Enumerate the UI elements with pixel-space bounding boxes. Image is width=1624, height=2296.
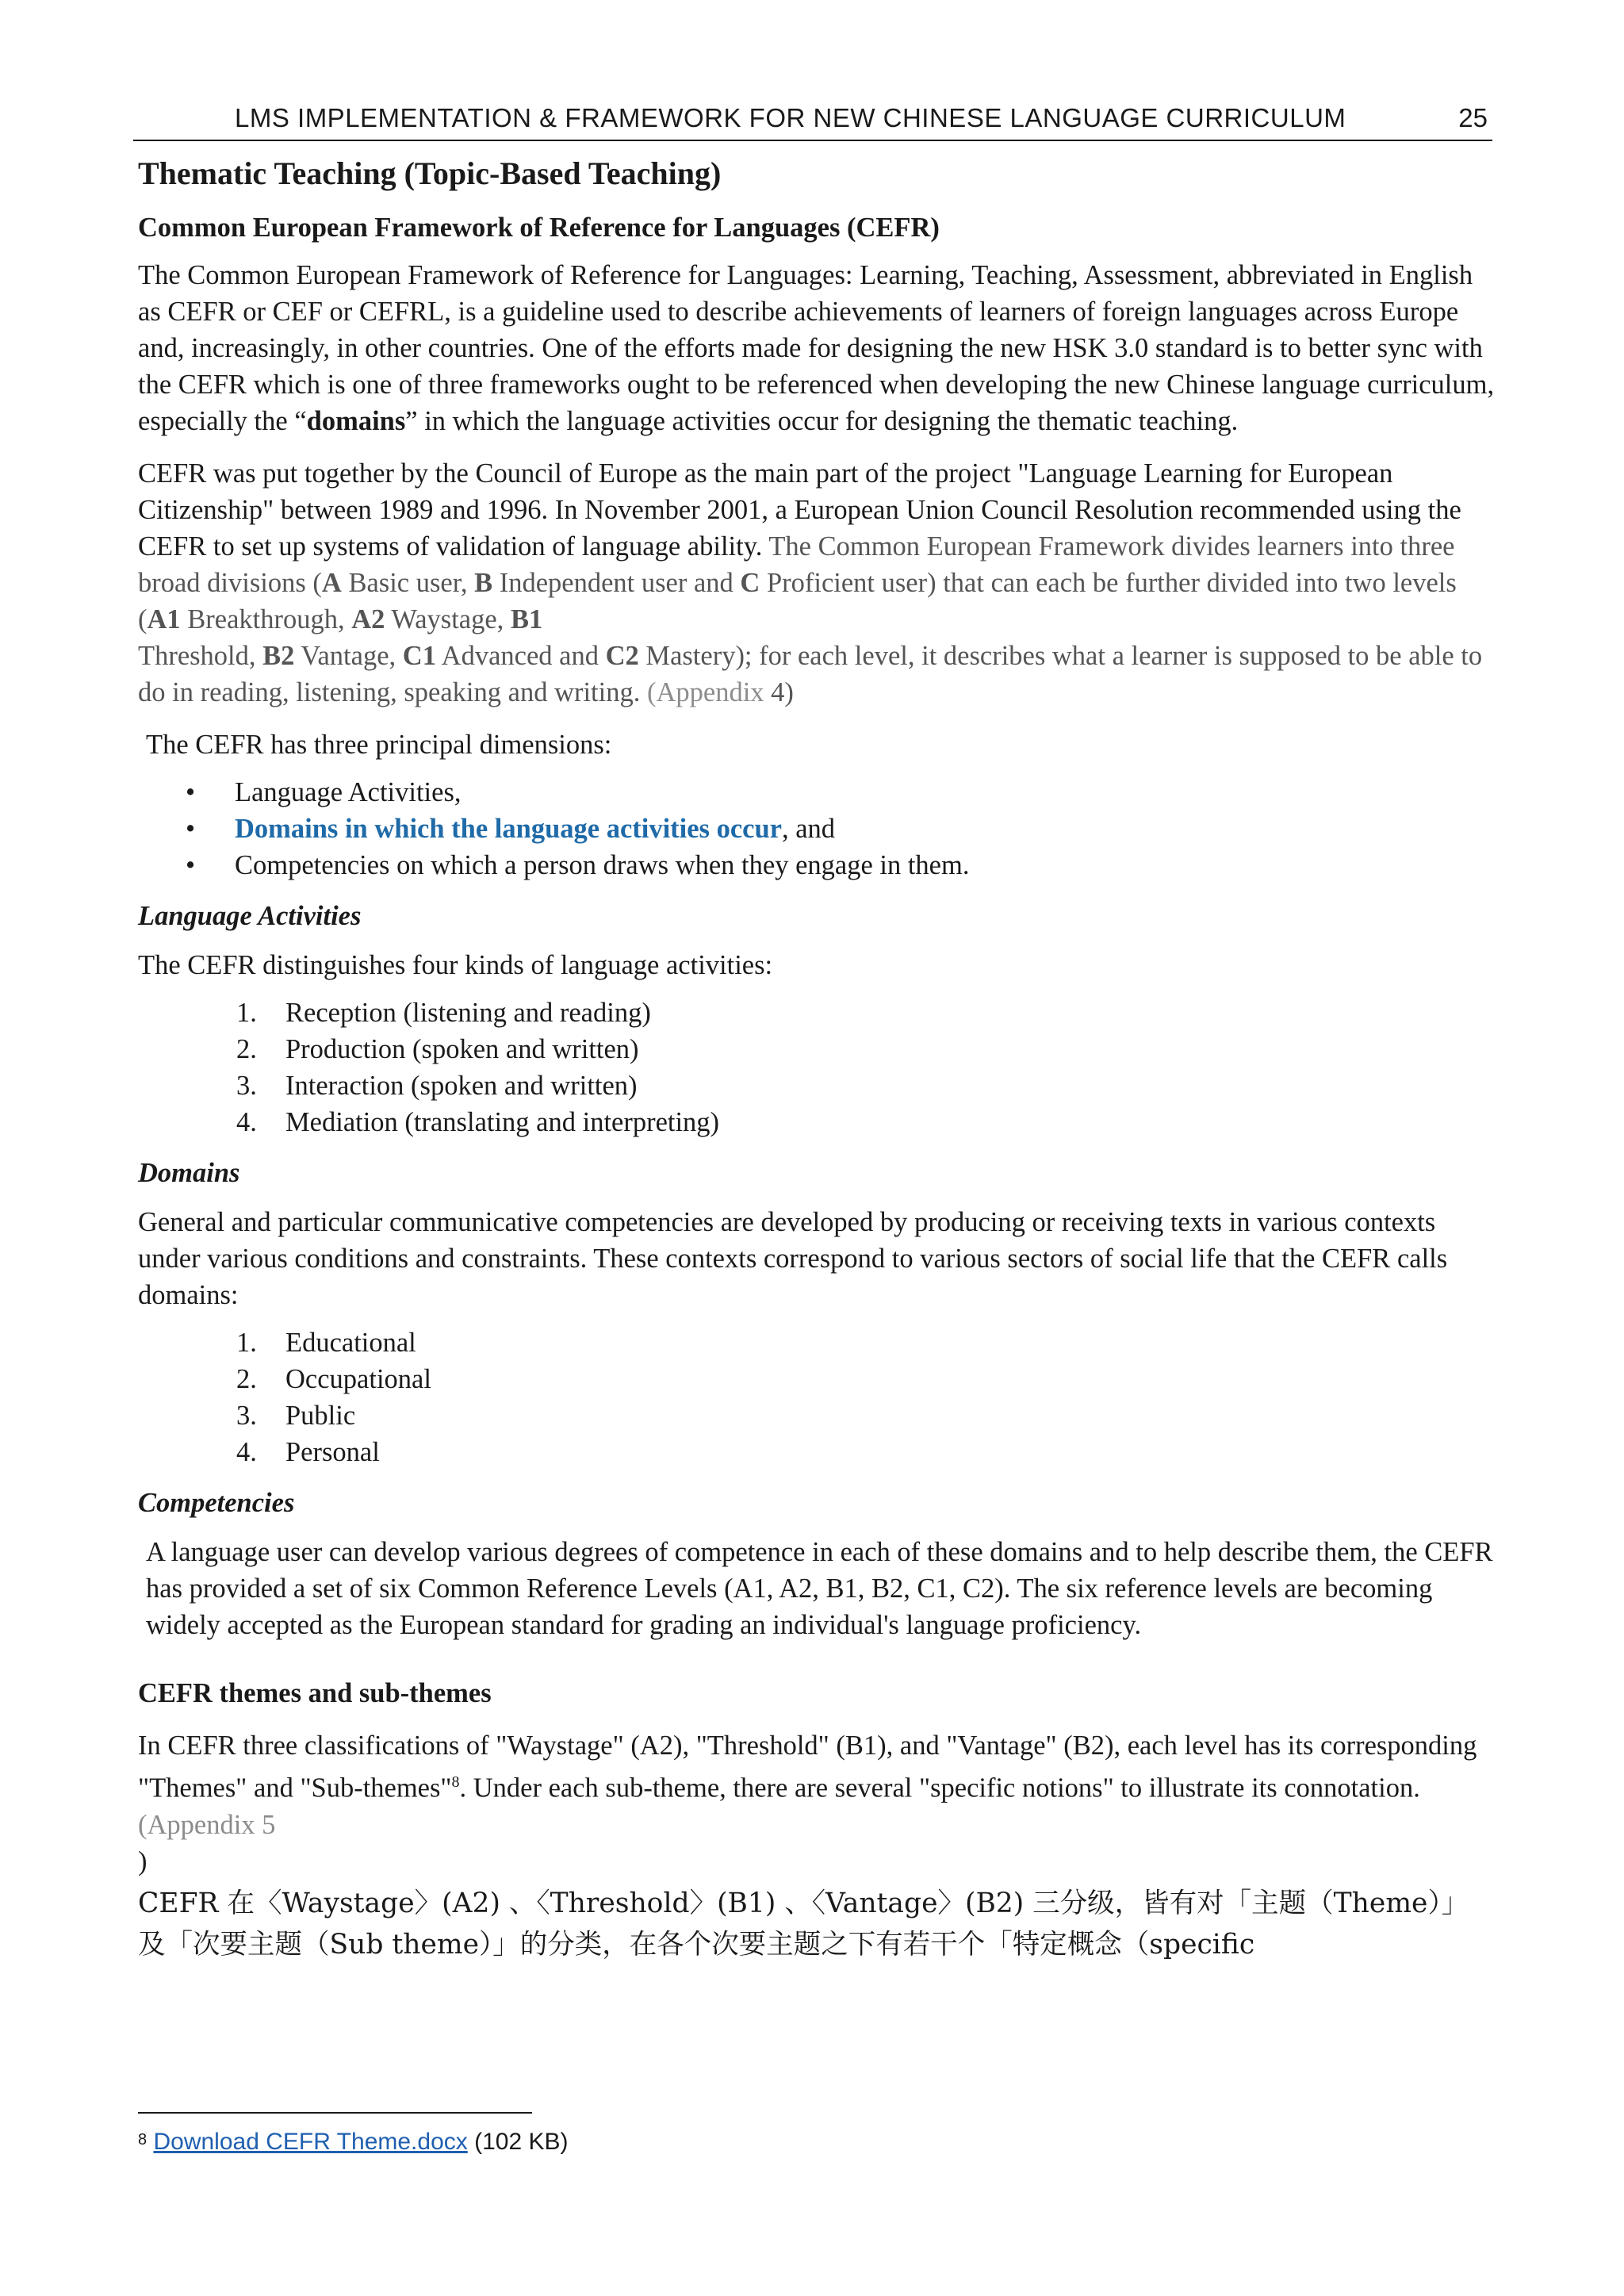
document-body (138, 152, 1496, 1981)
list-item: 2. Occupational (236, 1364, 431, 1394)
activities-list (138, 995, 1496, 1140)
intro-paragraph: The Common European Framework of Reference for Languages: Learning, Teaching, Assessment, abbreviated in English as CEFR or CEF or CEFRL, is a guideline used to describe achievements of learners of foreign languages across Europe and, increasingly, in other countries. One of the efforts made for designing the new HSK 3.0 standard is to better sync with the CEFR which is one of three frameworks ought to be referenced when developing the new Chinese language curriculum, especially the “domains” in which the language activities occur for designing the thematic teaching. (138, 260, 1495, 436)
list-item: 4. Mediation (translating and interpreting) (236, 1107, 720, 1137)
list-item: 1. Reception (listening and reading) (236, 998, 651, 1028)
list-item: • Language Activities, (186, 774, 1496, 811)
domains-heading: Domains (138, 1158, 240, 1188)
appendix-4-link[interactable]: (Appendix (646, 677, 772, 707)
history-paragraph: CEFR was put together by the Council of Europe as the main part of the project "Language Learning for European Citizenship" between 1989 and 1996. In November 2001, a European Union Council Resolution recommended using the CEFR to set up systems of validation of language ability. The Common European Framework divides learners into three broad divisions (A Basic user, B Independent user and C Proficient user) that can each be further divided into two levels (A1 Breakthrough, A2 Waystage, B1 Threshold, B2 Vantage, C1 Advanced and C2 Mastery); for each level, it describes what a learner is supposed to be able to do in reading, listening, speaking and writing. (Appendix 4) (138, 458, 1483, 707)
list-item: • Competencies on which a person draws when they engage in them. (186, 847, 1496, 884)
page-number: 25 (1458, 103, 1488, 132)
footnote-marker: 8 (138, 2131, 147, 2148)
list-item: 3. Public (236, 1401, 356, 1431)
footnote-ref[interactable]: 8 (451, 1773, 460, 1791)
list-item: 4. Personal (236, 1437, 380, 1467)
footnote: $^8$ Download CEFR Theme.docx (102 KB) (138, 2129, 569, 2155)
list-item: 2. Production (spoken and written) (236, 1034, 639, 1064)
list-item: 3. Interaction (spoken and written) (236, 1071, 638, 1101)
dimensions-list (138, 774, 1496, 884)
header-title: LMS IMPLEMENTATION & FRAMEWORK FOR NEW CHINESE LANGUAGE CURRICULUM (235, 103, 1346, 132)
list-item: • Domains in which the language activities occur, and (186, 811, 1496, 847)
activities-intro: The CEFR distinguishes four kinds of language activities: (138, 950, 773, 980)
competencies-paragraph: A language user can develop various degrees of competence in each of these domains and to help describe them, the CEFR has provided a set of six Common Reference Levels (A1, A2, B1, B2, C1, C2). The six reference levels are becoming widely accepted as the European standard for grading an individual's language proficiency. (146, 1537, 1493, 1640)
section-title: Thematic Teaching (Topic-Based Teaching) (138, 155, 722, 191)
footnote-divider (138, 2112, 532, 2114)
download-link[interactable]: Download CEFR Theme.docx (153, 2129, 468, 2155)
domains-list (138, 1324, 1496, 1470)
themes-paragraph: In CEFR three classifications of "Waystage" (A2), "Threshold" (B1), and "Vantage" (B2), each level has its corresponding "Themes" and "Sub-themes"$^8$. Under each sub-theme, there are several "specific notions" to illustrate its connotation. (Appendix 5 ) (138, 1731, 1477, 1876)
cefr-heading: Common European Framework of Reference for Languages (CEFR) (138, 213, 940, 243)
domains-intro: General and particular communicative competencies are developed by producing or receiving texts in various contexts under various conditions and constraints. These contexts correspond to various sectors of social life that the CEFR calls domains: (138, 1207, 1448, 1310)
list-item: 1. Educational (236, 1328, 416, 1358)
competencies-heading: Competencies (138, 1488, 295, 1518)
domains-bold: domains (306, 406, 406, 436)
page-header (133, 98, 1492, 141)
levels-description: The Common European Framework divides learners into three broad divisions (A Basic user, B Independent user and C Proficient user) that can each be further divided into two levels (A1 Breakthrough, A2 Waystage, B1 Threshold, B2 Vantage, C1 Advanced and C2 Mastery); for each level, it describes what a learner is supposed to be able to do in reading, listening, speaking and writing. (138, 531, 1483, 707)
themes-heading: CEFR themes and sub-themes (138, 1678, 492, 1708)
bullet-icon: • (186, 850, 196, 880)
domains-link[interactable]: Domains in which the language activities occur (235, 814, 782, 844)
bullet-icon: • (186, 777, 196, 807)
activities-heading: Language Activities (138, 901, 362, 931)
dimensions-intro: The CEFR has three principal dimensions: (146, 730, 612, 760)
bullet-icon: • (186, 814, 196, 844)
appendix-5-link[interactable]: (Appendix 5 (138, 1809, 276, 1840)
chinese-paragraph: CEFR 在〈Waystage〉(A2) 、〈Threshold〉(B1) 、〈Vantage〉(B2) 三分级，皆有对「主题（Theme）」 及「次要主题（Sub theme）」的分类，在各个次要主题之下有若干个「特定概念（specific (138, 1887, 1469, 1961)
